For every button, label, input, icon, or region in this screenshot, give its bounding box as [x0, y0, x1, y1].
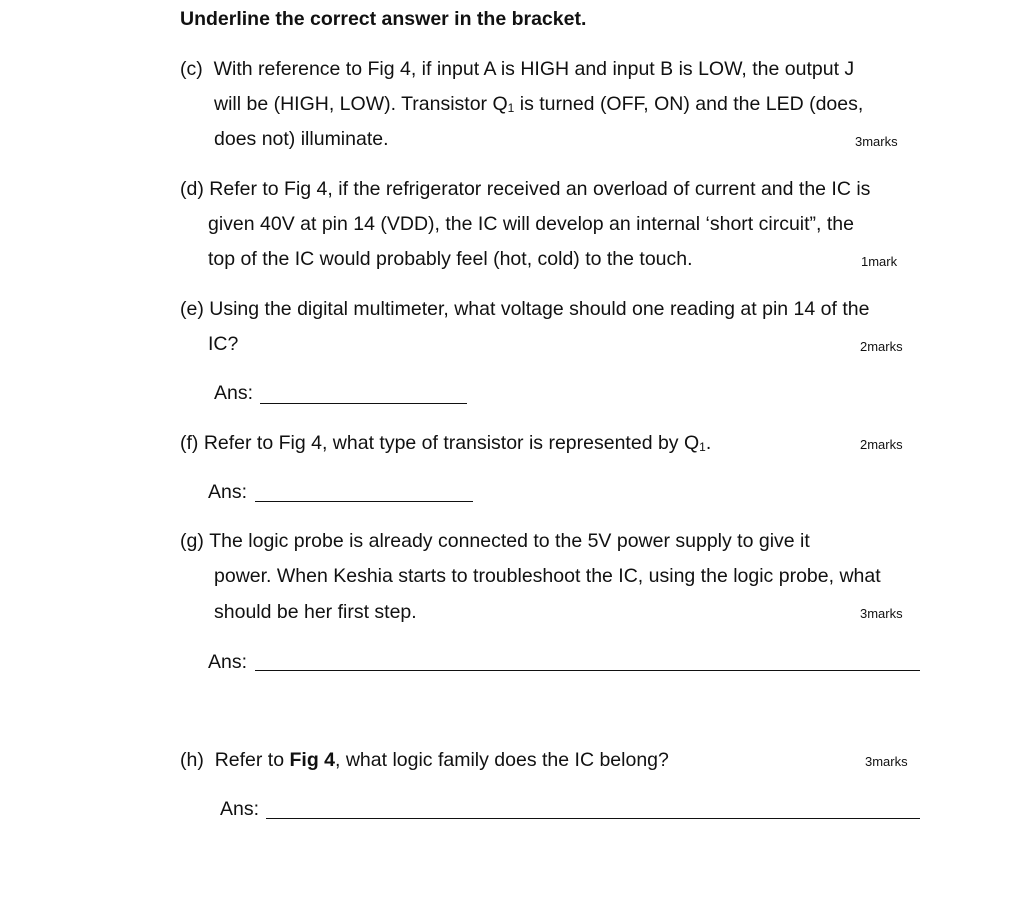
question-e-answer-label: Ans: — [214, 382, 254, 404]
question-d-text-3: top of the IC would probably feel (hot, cold) to the touch. — [208, 248, 693, 270]
question-d-marks: 1mark — [861, 254, 898, 269]
question-h-fig-ref: Fig 4 — [289, 749, 335, 771]
question-f-label: (f) — [180, 432, 199, 454]
question-g-line-1 — [180, 529, 810, 553]
question-c-line-1 — [180, 57, 854, 81]
question-g-answer-line[interactable] — [255, 670, 920, 671]
question-h-text-1a: Refer to — [214, 749, 290, 771]
question-d-label: (d) — [180, 178, 204, 200]
question-e-marks: 2marks — [860, 339, 903, 354]
question-f-text-1a: Refer to Fig 4, what type of transistor is represented by Q — [203, 432, 700, 454]
question-c-subscript: 1 — [507, 101, 515, 115]
question-d-text-2: given 40V at pin 14 (VDD), the IC will develop an internal ‘short circuit”, the — [208, 213, 854, 235]
question-h-answer-line[interactable] — [266, 818, 920, 819]
question-c-marks: 3marks — [855, 134, 898, 149]
question-f-line-1 — [180, 431, 711, 455]
question-h-text-1b: , what logic family does the IC belong? — [335, 749, 669, 771]
question-c-text-2a: will be (HIGH, LOW). Transistor Q — [214, 93, 508, 115]
question-d-text-1: Refer to Fig 4, if the refrigerator received an overload of current and the IC is — [209, 178, 871, 200]
instruction-heading: Underline the correct answer in the bracket. — [180, 8, 587, 30]
question-g-text-1: The logic probe is already connected to the 5V power supply to give it — [209, 530, 810, 552]
question-f-marks: 2marks — [860, 437, 903, 452]
question-h-line-1 — [180, 748, 669, 772]
question-f-subscript: 1 — [699, 440, 706, 454]
question-g-text-3: should be her first step. — [214, 601, 417, 623]
question-e-text-2: IC? — [208, 333, 239, 355]
question-f-text-1b: . — [705, 432, 712, 454]
question-d-line-1 — [180, 177, 870, 201]
question-h-answer-label: Ans: — [220, 798, 260, 820]
question-g-label: (g) — [180, 530, 204, 552]
question-e-label: (e) — [180, 298, 204, 320]
question-g-marks: 3marks — [860, 606, 903, 621]
question-c-text-1: With reference to Fig 4, if input A is HIGH and input B is LOW, the output J — [213, 58, 855, 80]
question-h-label: (h) — [180, 749, 204, 771]
question-g-answer-label: Ans: — [208, 651, 248, 673]
question-g-text-2: power. When Keshia starts to troubleshoot the IC, using the logic probe, what — [214, 565, 881, 587]
question-f-answer-label: Ans: — [208, 481, 248, 503]
question-e-answer-line[interactable] — [260, 403, 467, 404]
question-c-label: (c) — [180, 58, 203, 80]
question-e-text-1: Using the digital multimeter, what voltage should one reading at pin 14 of the — [209, 298, 870, 320]
question-c-text-3: does not) illuminate. — [214, 128, 389, 150]
question-c-text-2b: is turned (OFF, ON) and the LED (does, — [514, 93, 864, 115]
question-c-line-2 — [214, 92, 863, 116]
question-e-line-1 — [180, 297, 869, 321]
question-f-answer-line[interactable] — [255, 501, 473, 502]
question-h-marks: 3marks — [865, 754, 908, 769]
